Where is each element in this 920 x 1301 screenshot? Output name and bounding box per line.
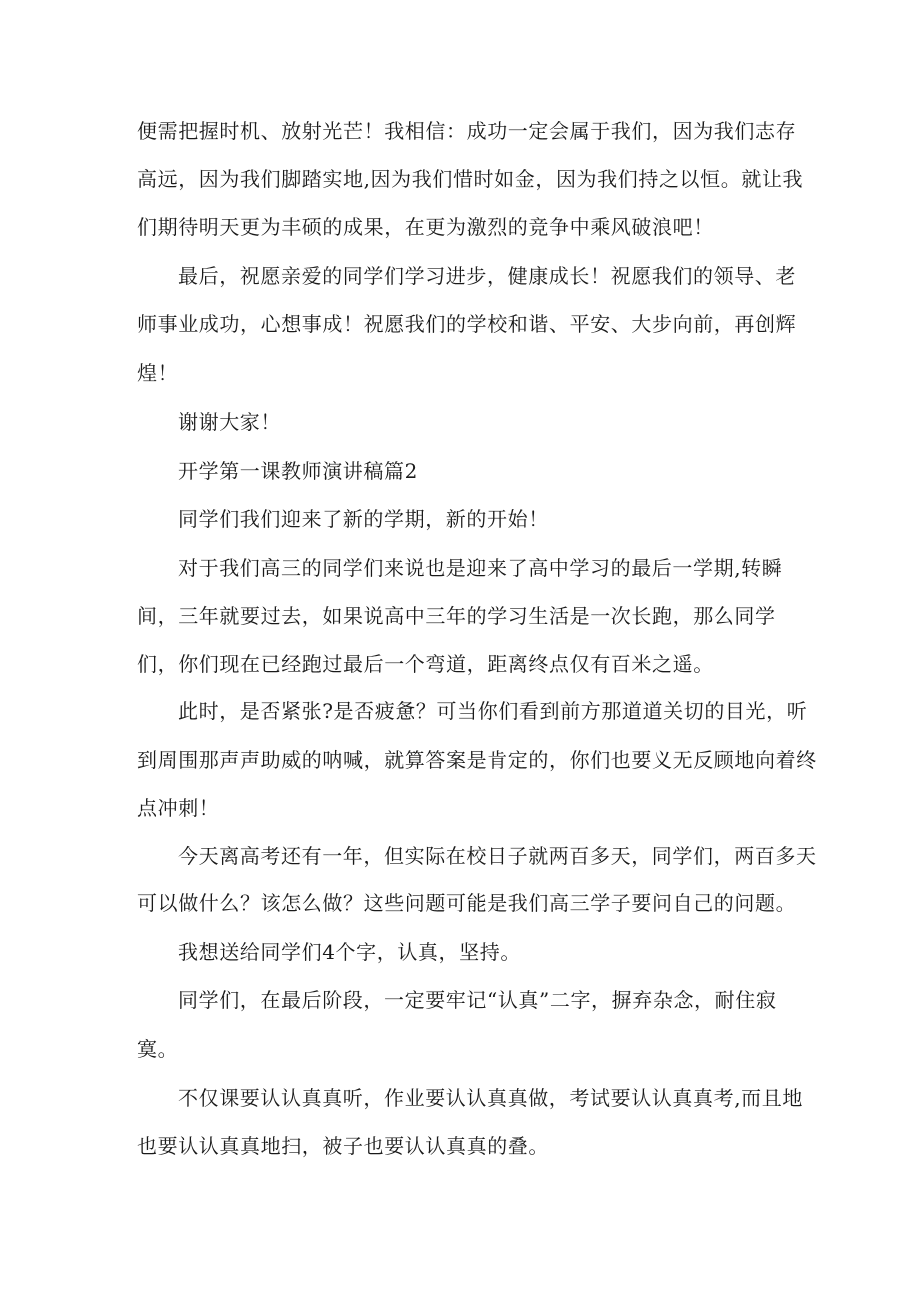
text-line: 们期待明天更为丰硕的成果，在更为激烈的竞争中乘风破浪吧！ [137,215,714,239]
text-line: 对于我们高三的同学们来说也是迎来了高中学习的最后一学期,转瞬 [178,556,783,580]
text-line: 便需把握时机、放射光芒！我相信：成功一定会属于我们，因为我们志存 [137,119,797,143]
text-line: 师事业成功，心想事成！祝愿我们的学校和谐、平安、大步向前，再创辉 [137,312,797,336]
text-line: 我想送给同学们4个字，认真，坚持。 [178,940,521,964]
text-line: 此时，是否紧张?是否疲惫？可当你们看到前方那道道关切的目光，听 [178,699,808,723]
text-line: 间，三年就要过去，如果说高中三年的学习生活是一次长跑，那么同学 [137,604,776,628]
text-line: 可以做什么？该怎么做？这些问题可能是我们高三学子要问自己的问题。 [137,891,797,915]
text-line: 到周围那声声助威的呐喊，就算答案是肯定的，你们也要义无反顾地向着终 [137,748,817,772]
text-line: 煌！ [137,361,179,385]
text-line: 最后，祝愿亲爱的同学们学习进步，健康成长！祝愿我们的领导、老 [178,264,796,288]
text-line: 寞。 [137,1037,179,1061]
text-line: 也要认认真真地扫，被子也要认认真真的叠。 [137,1134,549,1158]
text-line: 同学们我们迎来了新的学期，新的开始！ [178,507,549,531]
text-line: 不仅课要认认真真听，作业要认认真真做，考试要认认真真考,而且地 [178,1086,803,1110]
text-line: 谢谢大家！ [178,410,281,434]
text-line: 今天离高考还有一年，但实际在校日子就两百多天，同学们，两百多天 [178,844,817,868]
section-heading: 开学第一课教师演讲稿篇2 [178,459,418,483]
text-line: 们，你们现在已经跑过最后一个弯道，距离终点仅有百米之遥。 [137,652,714,676]
text-line: 点冲刺！ [137,796,220,820]
text-line: 高远，因为我们脚踏实地,因为我们惜时如金，因为我们持之以恒。就让我 [137,167,804,191]
text-line: 同学们，在最后阶段，一定要牢记“认真”二字，摒弃杂念，耐住寂 [178,988,777,1012]
